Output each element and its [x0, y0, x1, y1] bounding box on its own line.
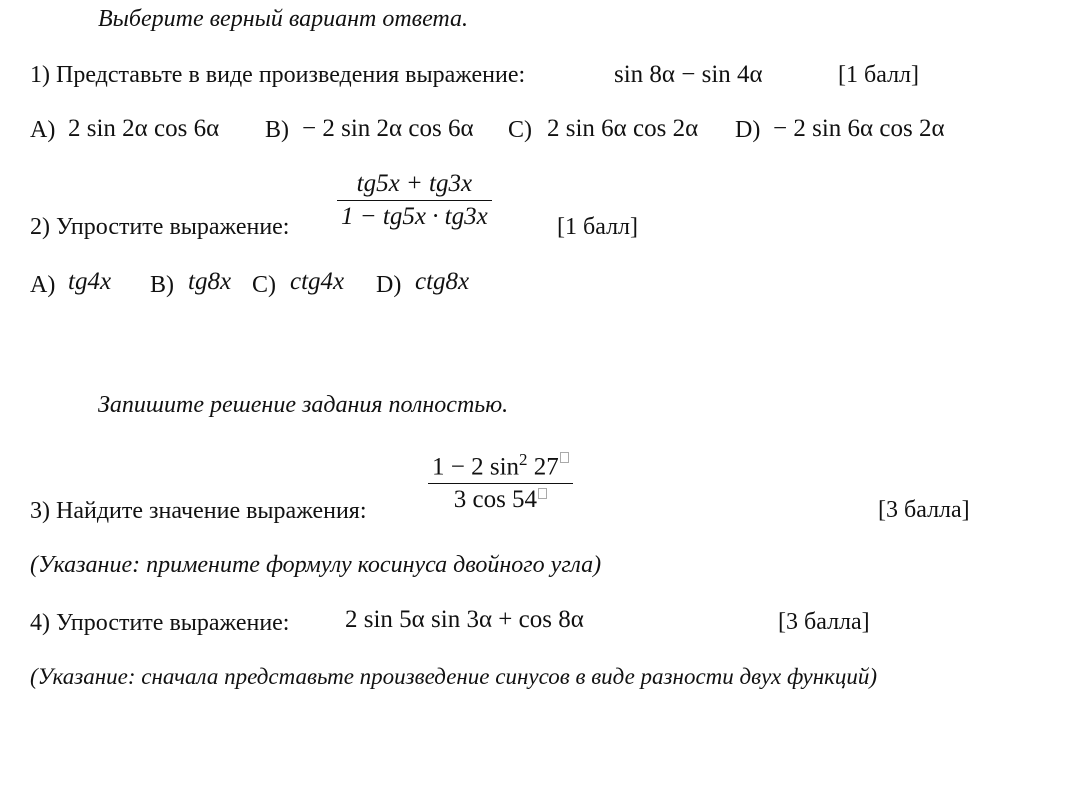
q2-numerator: tg5x + tg3x	[356, 170, 473, 197]
section-heading-solution: Запишите решение задания полностью.	[98, 392, 509, 418]
q3-points: [3 балла]	[878, 497, 970, 523]
q1-option-c-label: C)	[508, 117, 532, 143]
q2-option-d-expr: ctg8x	[415, 268, 470, 295]
q2-denominator: 1 − tg5x · tg3x	[341, 203, 488, 230]
q1-option-a-expr: 2 sin 2α cos 6α	[68, 115, 220, 142]
q2-option-c-label: C)	[252, 272, 276, 298]
q1-points: [1 балл]	[838, 62, 920, 88]
q3-numerator-left: 1 − 2 sin	[432, 453, 520, 481]
q3-numerator	[428, 450, 573, 483]
q4-hint: (Указание: сначала представьте произведение синусов в виде разности двух функций)	[30, 664, 878, 689]
q1-text: 1) Представьте в виде произведения выражение:	[30, 62, 526, 88]
q2-option-b-label: B)	[150, 272, 174, 298]
q3-text: 3) Найдите значение выражения:	[30, 498, 367, 524]
q2-text: 2) Упростите выражение:	[30, 214, 290, 240]
section-heading-choice: Выберите верный вариант ответа.	[98, 6, 469, 32]
q2-fraction	[337, 170, 492, 231]
q2-option-a-label: A)	[30, 272, 56, 298]
q4-expression: 2 sin 5α sin 3α + cos 8α	[345, 606, 584, 633]
q3-fraction	[428, 450, 573, 514]
q1-option-b-label: B)	[265, 117, 289, 143]
q2-option-d-label: D)	[376, 272, 402, 298]
q2-option-a-expr: tg4x	[68, 268, 112, 295]
q1-expression: sin 8α − sin 4α	[614, 61, 763, 88]
q3-numerator-right: 27	[533, 453, 559, 481]
q2-points: [1 балл]	[557, 214, 639, 240]
degree-placeholder-icon	[538, 488, 547, 499]
q1-option-a-label: A)	[30, 117, 56, 143]
q3-power: 2	[519, 450, 528, 469]
q3-denominator	[428, 484, 573, 514]
q2-option-b-expr: tg8x	[188, 268, 232, 295]
q1-option-b-expr: − 2 sin 2α cos 6α	[302, 115, 474, 142]
q3-denominator-text: 3 cos 54	[453, 486, 538, 514]
q2-option-c-expr: ctg4x	[290, 268, 345, 295]
q1-option-d-expr: − 2 sin 6α cos 2α	[773, 115, 945, 142]
degree-placeholder-icon	[560, 452, 569, 463]
q1-option-c-expr: 2 sin 6α cos 2α	[547, 115, 699, 142]
q4-text: 4) Упростите выражение:	[30, 610, 290, 636]
q1-option-d-label: D)	[735, 117, 761, 143]
q3-hint: (Указание: примените формулу косинуса двойного угла)	[30, 552, 602, 578]
q4-points: [3 балла]	[778, 609, 870, 635]
